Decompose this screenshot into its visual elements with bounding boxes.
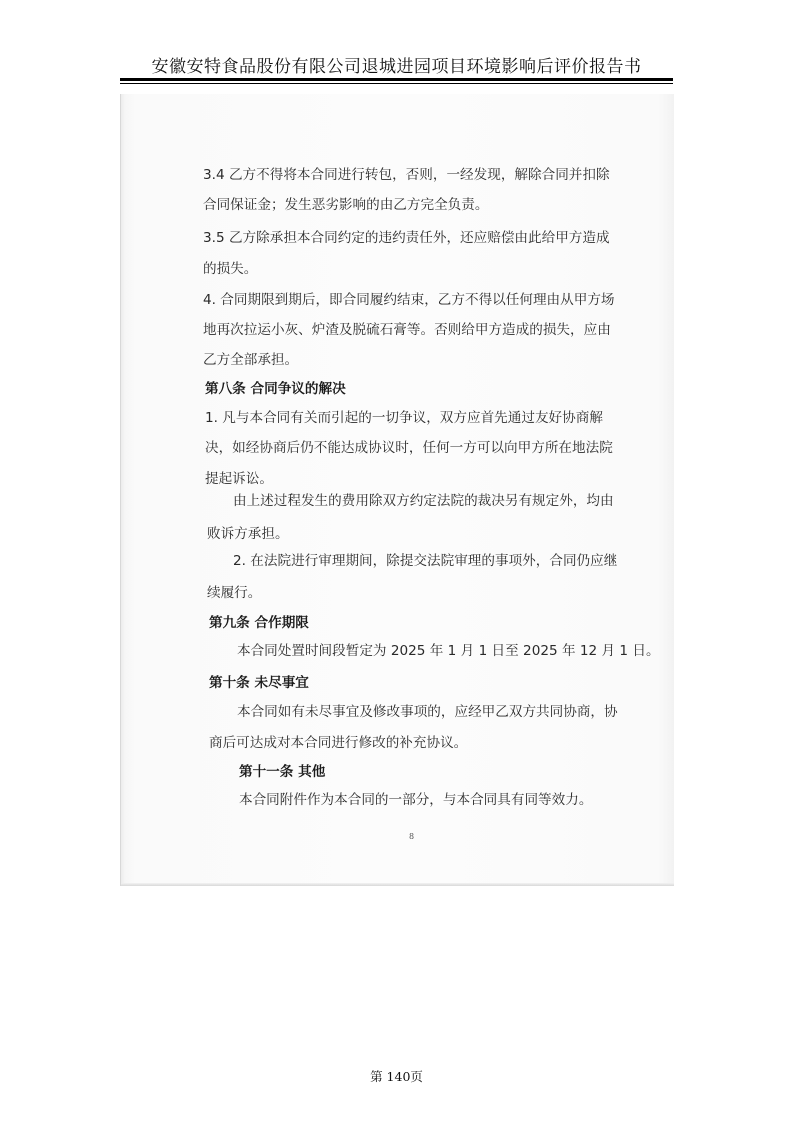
clause-4-line-1: 4. 合同期限到期后，即合同履约结束，乙方不得以任何理由从甲方场 bbox=[203, 292, 615, 308]
clause-3-4-line-1: 3.4 乙方不得将本合同进行转包，否则，一经发现，解除合同并扣除 bbox=[203, 167, 610, 183]
article-8-item-1-line-2: 决，如经协商后仍不能达成协议时，任何一方可以向甲方所在地法院 bbox=[205, 440, 613, 456]
article-8-item-2-line-2: 续履行。 bbox=[207, 585, 262, 601]
header-rule-thick bbox=[120, 78, 673, 81]
article-9-heading: 第九条 合作期限 bbox=[209, 615, 309, 631]
article-11-heading: 第十一条 其他 bbox=[239, 764, 326, 780]
page-footer-number: 第 140页 bbox=[370, 1069, 423, 1084]
header-rule-thin bbox=[120, 83, 673, 84]
clause-4-line-2: 地再次拉运小灰、炉渣及脱硫石膏等。否则给甲方造成的损失，应由 bbox=[203, 322, 611, 338]
article-11-body: 本合同附件作为本合同的一部分，与本合同具有同等效力。 bbox=[239, 792, 593, 808]
article-8-item-1-line-1: 1. 凡与本合同有关而引起的一切争议，双方应首先通过友好协商解 bbox=[205, 410, 603, 426]
clause-3-5-line-1: 3.5 乙方除承担本合同约定的违约责任外，还应赔偿由此给甲方造成 bbox=[203, 230, 610, 246]
article-10-body-line-1: 本合同如有未尽事宜及修改事项的，应经甲乙双方共同协商，协 bbox=[237, 704, 618, 720]
article-8-para-line-2: 败诉方承担。 bbox=[207, 526, 289, 542]
article-8-item-2-line-1: 2. 在法院进行审理期间，除提交法院审理的事项外，合同仍应继 bbox=[233, 553, 618, 569]
scan-bottom-edge bbox=[121, 883, 674, 886]
clause-3-4-line-2: 合同保证金；发生恶劣影响的由乙方完全负责。 bbox=[203, 197, 489, 213]
page-header-title: 安徽安特食品股份有限公司退城进园项目环境影响后评价报告书 bbox=[151, 57, 642, 77]
article-10-heading: 第十条 未尽事宜 bbox=[209, 675, 309, 691]
article-8-para-line-1: 由上述过程发生的费用除双方约定法院的裁决另有规定外，均由 bbox=[233, 493, 614, 509]
article-8-heading: 第八条 合同争议的解决 bbox=[205, 381, 346, 397]
scanned-contract-page bbox=[120, 94, 674, 886]
scan-page-number: 8 bbox=[409, 832, 415, 841]
article-9-body: 本合同处置时间段暂定为 2025 年 1 月 1 日至 2025 年 12 月 1 日。 bbox=[237, 643, 660, 659]
clause-3-5-line-2: 的损失。 bbox=[203, 261, 258, 277]
article-8-item-1-line-3: 提起诉讼。 bbox=[205, 471, 273, 487]
article-10-body-line-2: 商后可达成对本合同进行修改的补充协议。 bbox=[209, 735, 468, 751]
clause-4-line-3: 乙方全部承担。 bbox=[203, 352, 299, 368]
